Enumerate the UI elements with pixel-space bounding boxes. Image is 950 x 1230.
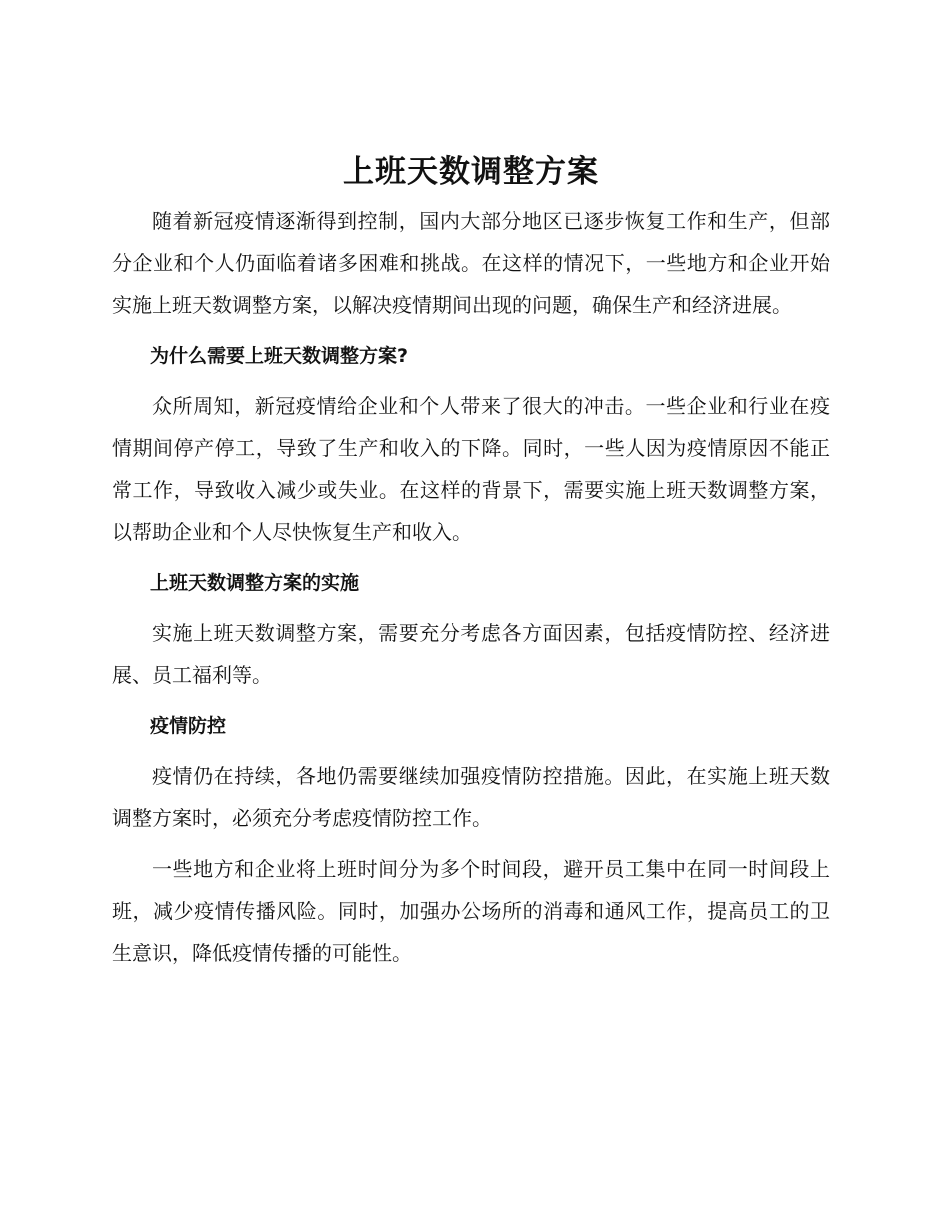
time-slot-paragraph: 一些地方和企业将上班时间分为多个时间段，避开员工集中在同一时间段上班，减少疫情传播风险。同时，加强办公场所的消毒和通风工作，提高员工的卫生意识，降低疫情传播的可能性。 <box>112 857 830 965</box>
intro-paragraph: 随着新冠疫情逐渐得到控制，国内大部分地区已逐步恢复工作和生产，但部分企业和个人仍面临着诸多困难和挑战。在这样的情况下，一些地方和企业开始实施上班天数调整方案，以解决疫情期间出现的问题，确保生产和经济进展。 <box>112 209 830 317</box>
epidemic-control-paragraph: 疫情仍在持续，各地仍需要继续加强疫情防控措施。因此，在实施上班天数调整方案时，必须充分考虑疫情防控工作。 <box>112 764 830 830</box>
document-title: 上班天数调整方案 <box>343 154 599 190</box>
section-heading-epidemic-control: 疫情防控 <box>150 715 227 737</box>
section-heading-why: 为什么需要上班天数调整方案? <box>150 345 409 367</box>
implementation-paragraph: 实施上班天数调整方案，需要充分考虑各方面因素，包括疫情防控、经济进展、员工福利等。 <box>112 621 830 687</box>
why-paragraph: 众所周知，新冠疫情给企业和个人带来了很大的冲击。一些企业和行业在疫情期间停产停工，导致了生产和收入的下降。同时，一些人因为疫情原因不能正常工作，导致收入减少或失业。在这样的背景下，需要实施上班天数调整方案，以帮助企业和个人尽快恢复生产和收入。 <box>112 394 830 544</box>
section-heading-implementation: 上班天数调整方案的实施 <box>150 572 360 594</box>
document-page <box>112 150 830 983</box>
